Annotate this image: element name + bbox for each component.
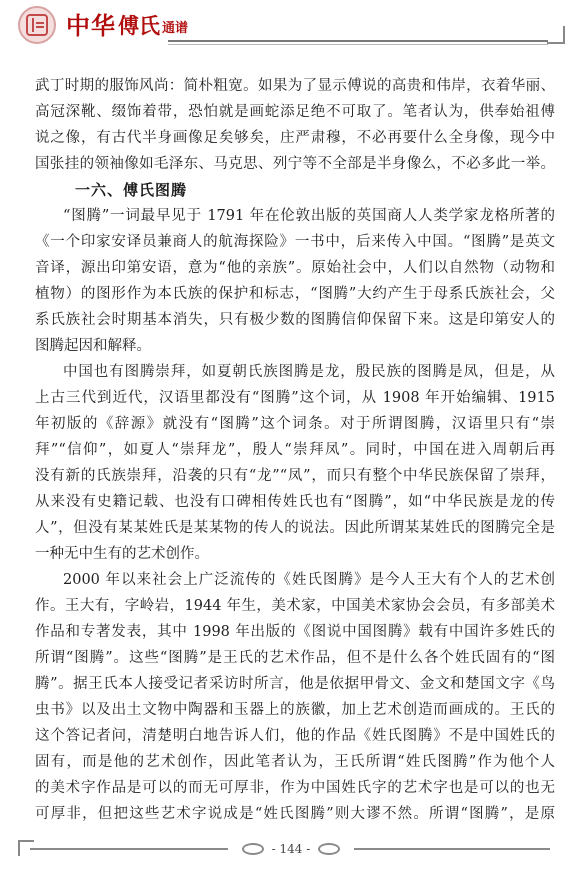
text-line: 的美术字作品是可以的而无可厚非，作为中国姓氏字的艺术字也是可以的也无 bbox=[35, 780, 555, 796]
text-line: 拜”“信仰”，如夏人“崇拜龙”，殷人“崇拜凤”。同时，中国在进入周朝后再 bbox=[35, 442, 555, 458]
text-line: 所谓“图腾”。这些“图腾”是王氏的艺术作品，但不是什么各个姓氏固有的“图 bbox=[35, 650, 555, 666]
footer-ornament bbox=[228, 838, 354, 860]
text-line: 作。王大有，字岭岩，1944 年生，美术家，中国美术家协会会员，有多部美术 bbox=[35, 598, 555, 614]
text-line: 可厚非，但把这些艺术字说成是“姓氏图腾”则大谬不然。所谓“图腾”，是原 bbox=[35, 806, 555, 822]
text-line: 武丁时期的服饰风尚：简朴粗宽。如果为了显示傅说的高贵和伟岸，衣着华丽、 bbox=[35, 78, 555, 94]
text-line: 2000 年以来社会上广泛流传的《姓氏图腾》是今人王大有个人的艺术创 bbox=[63, 572, 555, 588]
text-line: 植物）的图形作为本氏族的保护和标志，“图腾”大约产生于母系氏族社会，父 bbox=[35, 286, 555, 302]
text-line: 说之像，有古代半身画像足矣够矣，庄严肃穆，不必再要什么全身像，现今中 bbox=[35, 130, 555, 146]
page-body bbox=[35, 73, 555, 827]
text-line: 年初版的《辞源》就没有“图腾”这个词条。对于所谓图腾，汉语里只有“崇 bbox=[35, 416, 555, 432]
text-line: 没有新的氏族崇拜，沿袭的只有“龙”“凤”，而只有整个中华民族保留了崇拜， bbox=[35, 468, 555, 484]
text-line: 《一个印家安译员兼商人的航海探险》一书中，后来传入中国。“图腾”是英文 bbox=[35, 234, 555, 250]
brand-sub: 通谱 bbox=[162, 21, 189, 36]
text-line: 国张挂的领袖像如毛泽东、马克思、列宁等不全部是半身像么，不必多此一举。 bbox=[35, 156, 555, 172]
text-line: 高冠深靴、缀饰着带，恐怕就是画蛇添足绝不可取了。笔者认为，供奉始祖傅 bbox=[35, 104, 555, 120]
page-header bbox=[0, 0, 582, 52]
text-line: 虫书》以及出土文物中陶器和玉器上的族徽，加上艺术创造而画成的。王氏的 bbox=[35, 702, 555, 718]
brand-title bbox=[66, 10, 188, 40]
text-line: “图腾”一词最早见于 1791 年在伦敦出版的英国商人人类学家龙格所著的 bbox=[63, 208, 555, 224]
text-line: 一种无中生有的艺术创作。 bbox=[35, 546, 209, 562]
scroll-ornament-left-icon bbox=[242, 843, 264, 855]
brand-mid: 傅氏 bbox=[118, 13, 160, 38]
logo-seal-icon bbox=[18, 6, 56, 44]
text-line: 中国也有图腾崇拜，如夏朝氏族图腾是龙，殷民族的图腾是凤，但是，从 bbox=[63, 364, 555, 380]
section-heading: 一六、傅氏图腾 bbox=[75, 181, 188, 199]
text-line: 人”，但没有某某姓氏是某某物的传人的说法。因此所谓某某姓氏的图腾完全是 bbox=[35, 520, 555, 536]
text-line: 音译，源出印第安语，意为“他的亲族”。原始社会中，人们以自然物（动物和 bbox=[35, 260, 555, 276]
text-line: 这个答记者问，清楚明白地告诉人们，他的作品《姓氏图腾》不是中国姓氏的 bbox=[35, 728, 555, 744]
header-rule bbox=[168, 40, 548, 42]
seal-glyph bbox=[26, 14, 48, 36]
text-line: 腾”。据王氏本人接受记者采访时所言，他是依据甲骨文、金文和楚国文字《鸟 bbox=[35, 676, 555, 692]
header-rule-thin bbox=[168, 44, 548, 45]
text-line: 系氏族社会时期基本消失，只有极少数的图腾信仰保留下来。这是印第安人的 bbox=[35, 312, 555, 328]
page-footer bbox=[0, 838, 582, 877]
page-number: - 144 - bbox=[271, 842, 311, 856]
header-corner-ornament bbox=[547, 26, 565, 44]
text-line: 作品和专著发表，其中 1998 年出版的《图说中国图腾》载有中国许多姓氏的 bbox=[35, 624, 555, 640]
brand-main: 中华 bbox=[66, 11, 116, 40]
text-line: 上古三代到近代，汉语里都没有“图腾”这个词，从 1908 年开始编辑、1915 bbox=[35, 390, 555, 406]
text-line: 固有，而是他的艺术创作，因此笔者认为，王氏所谓“姓氏图腾”作为他个人 bbox=[35, 754, 555, 770]
text-line: 图腾起因和解释。 bbox=[35, 338, 151, 354]
scroll-ornament-right-icon bbox=[318, 843, 340, 855]
text-line: 从来没有史籍记载、也没有口碑相传姓氏也有“图腾”，如“中华民族是龙的传 bbox=[35, 494, 555, 510]
